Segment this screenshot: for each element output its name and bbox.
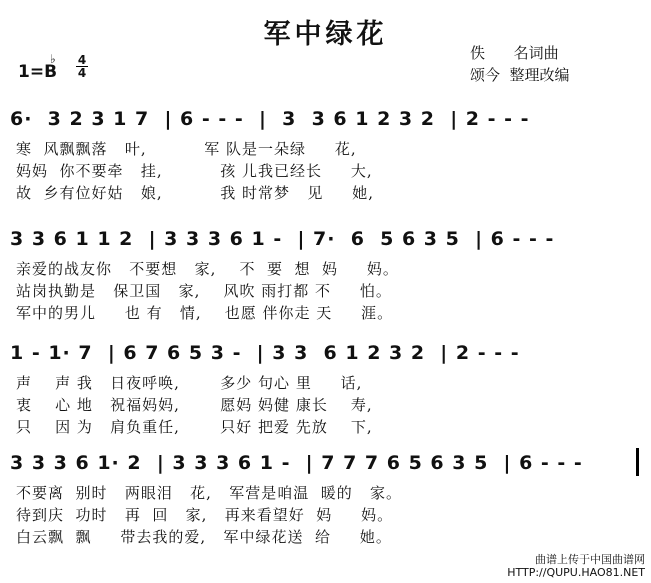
arranger-credit: 颂今 整理改编 [470,66,570,84]
lyric-verse-3: 白云飘 飘 带去我的爱, 军中绿花送 给 她。 [16,528,392,546]
lyric-verse-2: 妈妈 你不要牵 挂, 孩 儿我已经长 大, [16,162,373,180]
key-note: B [44,62,58,82]
notes-line: 6· 3 2 3 1 7 | 6 - - - | 3 3 6 1 2 3 2 | 2 - - - [10,108,530,130]
footer-line-1: 曲谱上传于中国曲谱网 [535,553,645,566]
song-title: 军中绿花 [263,19,388,50]
lyric-verse-1: 亲爱的战友你 不要想 家, 不 要 想 妈 妈。 [16,260,399,278]
watermark-footer [507,553,645,579]
time-signature-bottom: 4 [77,66,87,80]
time-signature-top: 4 [77,53,87,67]
time-signature [76,54,88,79]
notes-line: 3 3 3 6 1· 2 | 3 3 3 6 1 - | 7 7 7 6 5 6 3 5 | 6 - - - [10,452,583,474]
notes-line: 3 3 6 1 1 2 | 3 3 3 6 1 - | 7· 6 5 6 3 5 | 6 - - - [10,228,555,250]
lyric-verse-1: 不要离 别时 两眼泪 花, 军营是咱温 暖的 家。 [16,484,403,502]
lyric-verse-1: 声 声 我 日夜呼唤, 多少 句心 里 话, [16,374,363,392]
lyric-verse-2: 衷 心 地 祝福妈妈, 愿妈 妈健 康长 寿, [16,396,373,414]
lyric-verse-3: 只 因 为 肩负重任, 只好 把爱 先放 下, [16,418,373,436]
lyric-verse-2: 待到庆 功时 再 回 家, 再来看望好 妈 妈。 [16,506,394,524]
lyric-verse-3: 军中的男儿 也 有 情, 也愿 伴你走 天 涯。 [16,304,394,322]
footer-line-2: HTTP://QUPU.HAO81.NET [507,566,645,579]
flat-sign: ♭ [50,52,56,66]
lyricist-credit: 佚 名词曲 [470,44,559,62]
key-prefix: 1= [18,62,45,82]
final-barline [636,448,639,476]
notes-line: 1 - 1· 7 | 6 7 6 5 3 - | 3 3 6 1 2 3 2 | 2 - - - [10,342,520,364]
lyric-verse-1: 寒 风飘飘落 叶, 军 队是一朵绿 花, [16,140,357,158]
lyric-verse-3: 故 乡有位好姑 娘, 我 时常梦 见 她, [16,184,374,202]
lyric-verse-2: 站岗执勤是 保卫国 家, 风吹 雨打都 不 怕。 [16,282,392,300]
